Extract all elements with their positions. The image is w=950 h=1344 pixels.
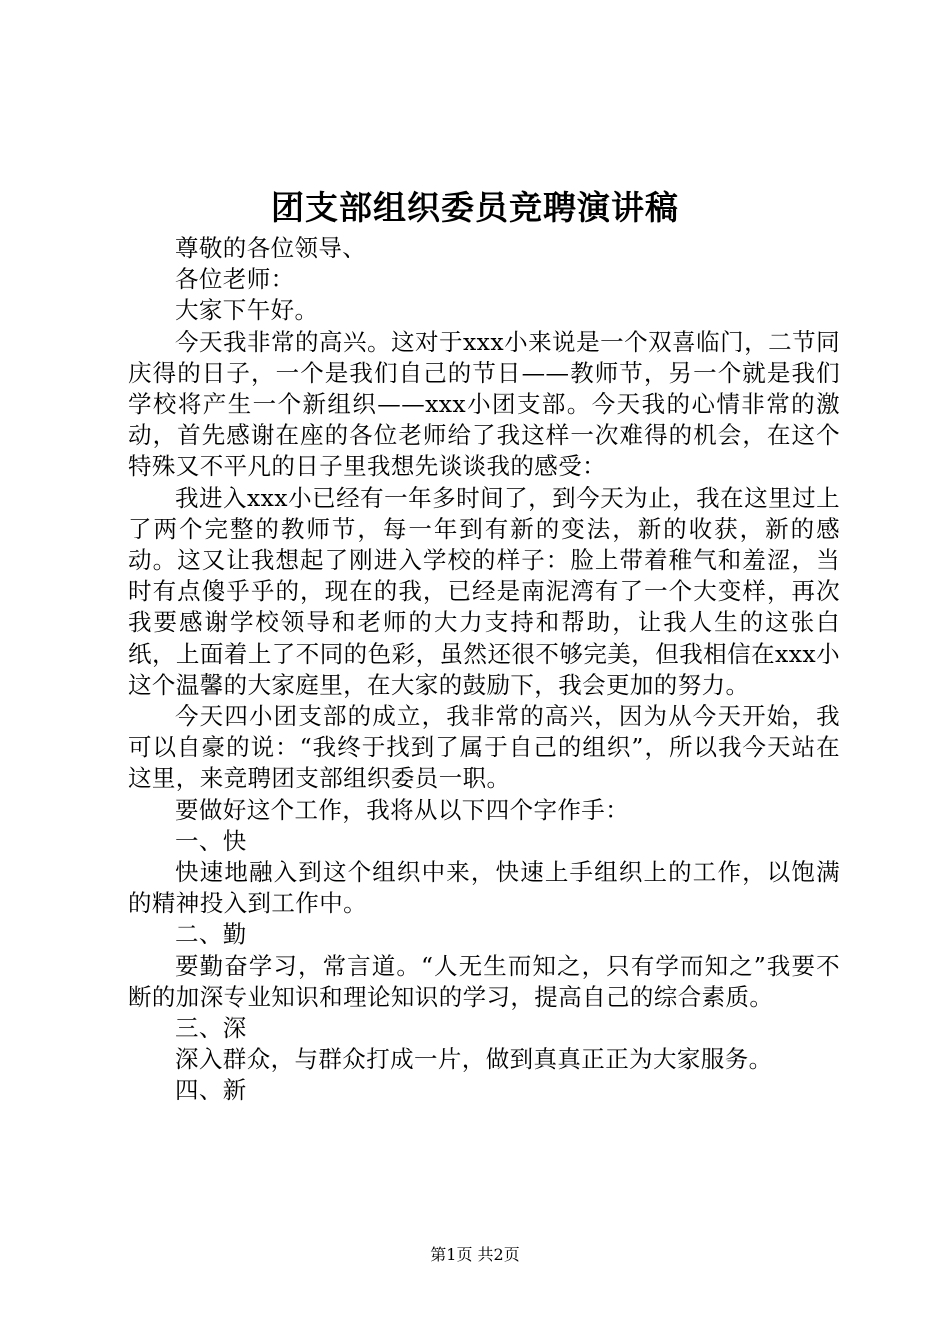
heading-point-4: 四、新 (175, 1076, 247, 1105)
heading-point-1: 一、快 (175, 826, 247, 855)
document-title: 团支部组织委员竞聘演讲稿 (271, 188, 679, 227)
paragraph-greeting: 大家下午好。 (175, 296, 319, 325)
paragraph-experience: 我进入xxx小已经有一年多时间了，到今天为止，我在这里过上了两个完整的教师节，每一年到有新的变法，新的收获，新的感动。这又让我想起了刚进入学校的样子：脸上带着稚气和羞涩，当时有点傻乎乎的，现在的我，已经是南泥湾有了一个大变样，再次我要感谢学校领导和老师的大力支持和帮助，让我人生的这张白纸，上面着上了不同的色彩，虽然还很不够完美，但我相信在xxx小这个温馨的大家庭里，在大家的鼓励下，我会更加的努力。 (128, 483, 840, 699)
paragraph-salutation-2: 各位老师： (175, 265, 295, 294)
paragraph-plan-intro: 要做好这个工作，我将从以下四个字作手： (175, 795, 630, 824)
page-footer: 第1页 共2页 (430, 1245, 520, 1264)
heading-point-2: 二、勤 (175, 920, 247, 949)
paragraph-intro: 今天我非常的高兴。这对于xxx小来说是一个双喜临门，二节同庆得的日子，一个是我们自己的节日——教师节，另一个就是我们学校将产生一个新组织——xxx小团支部。今天我的心情非常的激动，首先感谢在座的各位老师给了我这样一次难得的机会，在这个特殊又不平凡的日子里我想先谈谈我的感受： (128, 327, 840, 481)
paragraph-point-1: 快速地融入到这个组织中来，快速上手组织上的工作，以饱满的精神投入到工作中。 (128, 858, 840, 918)
document-body (128, 233, 840, 1107)
paragraph-point-3: 深入群众，与群众打成一片，做到真真正正为大家服务。 (175, 1045, 773, 1074)
paragraph-salutation-1: 尊敬的各位领导、 (175, 234, 367, 262)
paragraph-point-2: 要勤奋学习，常言道。“人无生而知之，只有学而知之”我要不断的加深专业知识和理论知识的学习，提高自己的综合素质。 (128, 951, 840, 1011)
paragraph-establishment: 今天四小团支部的成立，我非常的高兴，因为从今天开始，我可以自豪的说：“我终于找到了属于自己的组织”，所以我今天站在这里，来竞聘团支部组织委员一职。 (128, 702, 840, 793)
heading-point-3: 三、深 (175, 1014, 247, 1043)
